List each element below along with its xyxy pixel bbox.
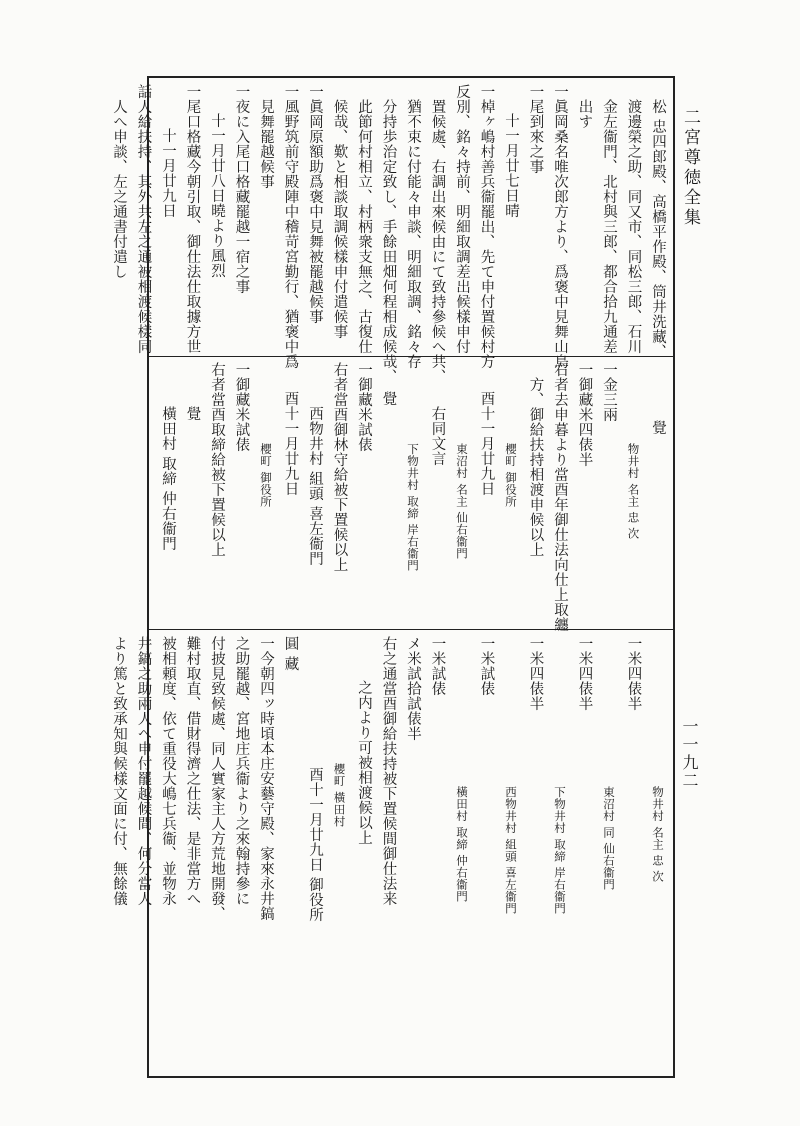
text-column: 一金三兩 xyxy=(601,362,617,422)
text-column: 酉十一月廿九日 xyxy=(478,391,495,496)
text-column: 西物井村 組頭 喜左衞門 xyxy=(307,405,323,566)
text-column: 一尾口格藏今朝引取、御仕法仕取據方世 xyxy=(184,84,201,354)
text-column: 方、御給扶持相渡申候以上 xyxy=(527,376,544,557)
text-column: 十一月廿八日曉より風烈 xyxy=(209,113,225,278)
text-column: 一御藏米試俵 xyxy=(233,362,250,452)
text-column: 覺 xyxy=(650,420,666,435)
text-column: 一風野筑前守殿陣中稽苛宮勤行、猶褒中爲 xyxy=(282,84,299,369)
text-column: 反別、銘々持前、明細取調差出候樣申付 xyxy=(454,84,470,354)
text-column: 右者去申暮より當酉年御仕法向仕上取纏 xyxy=(552,362,568,632)
text-column: 橫田村 取締 仲右衞門 xyxy=(455,785,469,902)
section-top xyxy=(111,84,670,384)
text-column: 一今朝四ッ時頃本庄安藝守殿、家來永井鎬 xyxy=(258,636,274,921)
text-column: 之助罷越、宮地庄兵衞より之來翰持參に xyxy=(233,636,250,906)
text-column: 松 忠四郎殿、高橋平作殿、筒井洗藏、 xyxy=(650,98,666,359)
text-column: 東沼村 同 仙右衞門 xyxy=(602,785,616,890)
running-header: 二宮尊徳全集 xyxy=(680,108,700,228)
text-column: 一米四俵半 xyxy=(625,636,642,711)
page-number: 一一九二 xyxy=(680,718,699,790)
text-column: 井鎬之助兩人へ申付罷越候間、何分當人 xyxy=(135,636,152,906)
text-column: 下物井村 取締 岸右衞門 xyxy=(406,442,420,571)
text-column: 付披見致候處、同人實家主人方荒地開發、 xyxy=(209,636,225,921)
text-column: 出す xyxy=(576,98,593,129)
text-column: 物井村 名主 忠 次 xyxy=(626,442,641,539)
text-column: 一御藏米試俵 xyxy=(356,362,372,452)
text-column: 西物井村 組頭 喜左衞門 xyxy=(504,785,518,914)
text-column: 見舞罷越候事 xyxy=(258,98,274,189)
section-bottom xyxy=(111,636,670,1072)
text-column: 酉十一月廿九日 御役所 xyxy=(307,766,323,922)
text-column: 櫻町 御役所 xyxy=(504,442,518,507)
text-column: 一尾到來之事 xyxy=(527,84,544,174)
text-column: 覺 xyxy=(184,405,201,421)
text-column: 右同文言 xyxy=(429,405,446,466)
text-column: 右者當酉取締給被下置候以上 xyxy=(209,362,225,557)
text-column: 置候處、右調出來候由にて致持參候へ共、 xyxy=(429,98,446,384)
text-column: 分持歩治定致し、手餘田畑何程相成候哉、 xyxy=(380,98,397,384)
text-column: 一眞岡原額助爲褒中見舞被罷越候事 xyxy=(307,84,323,324)
text-column: 覺 xyxy=(380,391,397,406)
text-column: 一御藏米四俵半 xyxy=(576,362,593,467)
text-column: 十一月廿九日 xyxy=(160,127,176,218)
text-column: 圓 藏 xyxy=(282,636,299,672)
section-middle xyxy=(152,362,670,632)
text-column: 渡邊榮之助、同又市、同松三郎、石川 xyxy=(625,98,642,354)
text-column: 此節何村相立、村柄衆支無之、古復仕 xyxy=(356,98,372,354)
text-column: 一米試俵 xyxy=(429,636,446,696)
text-column: 櫻町 御役所 xyxy=(259,442,273,507)
text-column: 難村取直、借財得濟之仕法、是非當方へ xyxy=(184,636,201,906)
text-column: 物井村 名主 忠 次 xyxy=(651,785,665,882)
text-column: 十一月廿七日晴 xyxy=(503,113,519,218)
text-column: より篤と致承知與候樣文面に付、無餘儀 xyxy=(111,636,127,906)
text-column: 之内より可被相渡候以上 xyxy=(356,679,372,845)
text-column: 猶不束に付能々申談、明細取調、銘々存 xyxy=(405,98,421,369)
text-column: 一夜に入尾口格藏罷越一宿之事 xyxy=(233,84,250,294)
text-column: 右者當酉御林守給被下置候以上 xyxy=(331,362,348,572)
text-column: 下物井村 取締 岸右衞門 xyxy=(553,785,567,914)
text-column: 一棹ヶ嶋村善兵衞罷出、先て申付置候村方 xyxy=(478,84,495,369)
text-column: 橫田村 取締 仲右衞門 xyxy=(160,405,176,551)
text-column: 話人給扶持、其外共左之通被相渡候樣同 xyxy=(135,84,152,354)
text-column: 櫻町 橫田村 xyxy=(332,762,347,827)
text-column: 被相頼度、依て重役大嶋七兵衞、並物永 xyxy=(160,636,176,906)
text-column: 人へ申談、左之通書付遣し xyxy=(111,98,127,279)
text-column: 酉十一月廿九日 xyxy=(282,391,299,496)
text-column: 金左衞門、北村與三郎、都合拾九通差 xyxy=(601,98,617,354)
section-divider-lower xyxy=(147,629,675,630)
text-column: 候哉、歎と相談取調候樣申付遣候事 xyxy=(331,98,348,339)
text-column: メ米試拾試俵半 xyxy=(405,636,421,741)
text-column: 一米四俵半 xyxy=(527,636,544,711)
text-column: 東沼村 名主 仙右衞門 xyxy=(455,442,469,559)
text-column: 一米四俵半 xyxy=(576,636,593,711)
text-column: 一米試俵 xyxy=(478,636,495,696)
text-column: 右之通當酉御給扶持被下置候間御仕法来 xyxy=(380,636,397,906)
text-column: 一眞岡桑名唯次郎方より、爲褒中見舞山鳥 xyxy=(552,84,568,369)
